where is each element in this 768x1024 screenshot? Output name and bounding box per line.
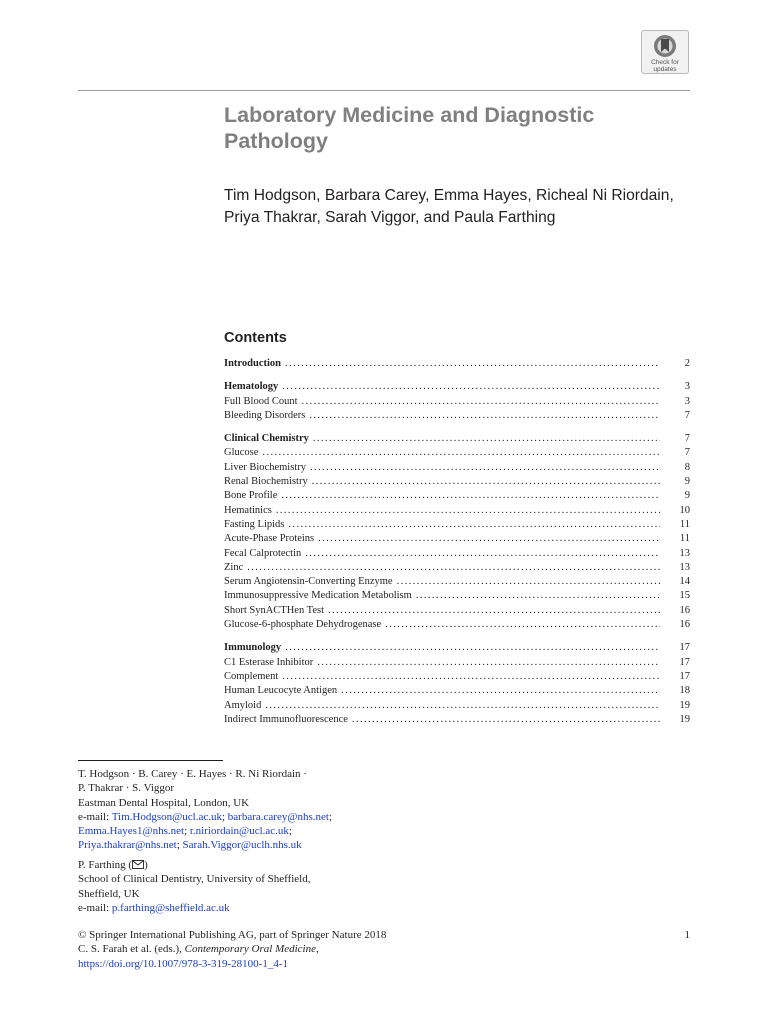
institution: Eastman Dental Hospital, London, UK xyxy=(78,796,250,809)
email-line xyxy=(78,810,398,824)
toc-leader-dots xyxy=(282,380,660,394)
author-name: P. Farthing ( xyxy=(78,859,133,871)
toc-entry[interactable] xyxy=(224,446,690,460)
toc-entry-page: 14 xyxy=(679,576,690,588)
chapter-title: Laboratory Medicine and Diagnostic Pathology xyxy=(224,103,595,153)
email-line xyxy=(78,824,398,838)
toc-entry-label: Immunosuppressive Medication Metabolism xyxy=(224,590,412,602)
toc-entry[interactable] xyxy=(224,713,690,727)
toc-leader-dots xyxy=(305,547,660,561)
toc-entry-page: 13 xyxy=(679,547,690,559)
toc-entry[interactable] xyxy=(224,475,690,489)
toc-entry-page: 13 xyxy=(679,561,690,573)
toc-entry[interactable] xyxy=(224,357,690,371)
toc-entry-label: Indirect Immunofluorescence xyxy=(224,713,348,725)
toc-leader-dots xyxy=(318,532,660,546)
citation-line xyxy=(78,942,458,956)
email-line xyxy=(78,838,398,852)
email-prefix: e-mail: xyxy=(78,810,112,823)
citation-suffix: , xyxy=(316,943,319,956)
copyright-line: © Springer International Publishing AG, part of Springer Nature 2018 xyxy=(78,929,387,941)
check-for-updates-badge[interactable] xyxy=(641,30,689,74)
toc-leader-dots xyxy=(285,357,660,371)
email-link[interactable]: r.niriordain@ucl.ac.uk xyxy=(189,825,289,838)
toc-entry[interactable] xyxy=(224,699,690,713)
toc-leader-dots xyxy=(310,461,660,475)
toc-entry[interactable] xyxy=(224,618,690,632)
toc-entry-label: Glucose-6-phosphate Dehydrogenase xyxy=(224,619,382,631)
toc-entry-label: Bleeding Disorders xyxy=(224,409,306,421)
toc-leader-dots xyxy=(312,475,660,489)
footnote-rule xyxy=(78,760,223,761)
corresponding-author xyxy=(78,858,398,872)
toc-entry[interactable] xyxy=(224,518,690,532)
header-rule xyxy=(78,90,690,91)
email-link[interactable]: barbara.carey@nhs.net xyxy=(227,810,329,823)
contents-heading: Contents xyxy=(224,330,287,346)
toc-entry-label: Amyloid xyxy=(224,699,262,711)
toc-entry[interactable] xyxy=(224,547,690,561)
toc-entry-page: 7 xyxy=(684,409,690,421)
email-link[interactable]: Priya.thakrar@nhs.net xyxy=(78,839,177,852)
toc-entry[interactable] xyxy=(224,532,690,546)
toc-entry[interactable] xyxy=(224,409,690,423)
toc-entry[interactable] xyxy=(224,432,690,446)
toc-entry[interactable] xyxy=(224,575,690,589)
toc-entry-page: 2 xyxy=(684,358,690,369)
toc-entry-page: 9 xyxy=(684,490,690,502)
toc-entry-label: Short SynACTHen Test xyxy=(224,604,324,616)
author-names: P. Thakrar · S. Viggor xyxy=(78,782,175,795)
toc-leader-dots xyxy=(352,713,660,727)
toc-section xyxy=(224,641,690,727)
toc-entry-label: Hematology xyxy=(224,381,279,393)
email-link[interactable]: Emma.Hayes1@nhs.net xyxy=(78,825,185,838)
toc-entry-label: Complement xyxy=(224,670,279,682)
toc-leader-dots xyxy=(281,489,660,503)
toc-entry-label: Clinical Chemistry xyxy=(224,433,309,445)
author-name-close: ) xyxy=(144,859,148,871)
toc-entry-label: Human Leucocyte Antigen xyxy=(224,685,338,697)
toc-entry-label: Full Blood Count xyxy=(224,395,298,407)
toc-entry-page: 17 xyxy=(679,670,690,682)
envelope-icon xyxy=(132,860,144,869)
toc-entry-page: 7 xyxy=(684,447,690,459)
toc-entry-label: Fasting Lipids xyxy=(224,518,285,530)
toc-entry[interactable] xyxy=(224,670,690,684)
email-separator: ; xyxy=(176,839,183,852)
toc-entry-label: Glucose xyxy=(224,447,259,459)
toc-entry-page: 9 xyxy=(684,476,690,488)
email-separator: ; xyxy=(221,810,228,823)
toc-leader-dots xyxy=(309,409,660,423)
copyright-block xyxy=(78,928,458,971)
toc-entry-page: 17 xyxy=(679,642,690,654)
toc-leader-dots xyxy=(247,561,660,575)
toc-leader-dots xyxy=(282,670,660,684)
toc-entry[interactable] xyxy=(224,589,690,603)
toc-leader-dots xyxy=(385,618,660,632)
toc-section xyxy=(224,380,690,423)
toc-entry[interactable] xyxy=(224,380,690,394)
toc-leader-dots xyxy=(265,699,660,713)
institution: School of Clinical Dentistry, University of Sheffield, xyxy=(78,873,311,886)
email-link[interactable]: Sarah.Viggor@uclh.nhs.uk xyxy=(182,839,302,852)
toc-entry-page: 7 xyxy=(684,433,690,445)
email-separator: ; xyxy=(184,825,190,838)
toc-entry-label: Immunology xyxy=(224,642,282,654)
email-prefix: e-mail: xyxy=(78,901,112,914)
toc-entry-label: Liver Biochemistry xyxy=(224,461,306,473)
toc-section xyxy=(224,432,690,632)
author-line: Tim Hodgson, Barbara Carey, Emma Hayes, Richeal Ni Riordain, xyxy=(224,187,674,204)
toc-entry-label: Renal Biochemistry xyxy=(224,476,308,488)
toc-entry-label: Fecal Calprotectin xyxy=(224,547,302,559)
toc-entry-label: Acute-Phase Proteins xyxy=(224,533,315,545)
table-of-contents xyxy=(224,357,690,736)
toc-entry-page: 8 xyxy=(684,461,690,473)
corresponding-author-block xyxy=(78,858,398,915)
toc-leader-dots xyxy=(302,395,660,409)
toc-entry-label: C1 Esterase Inhibitor xyxy=(224,656,314,668)
toc-entry[interactable] xyxy=(224,504,690,518)
toc-leader-dots xyxy=(341,684,660,698)
page-number: 1 xyxy=(684,929,690,941)
toc-entry-label: Bone Profile xyxy=(224,490,278,502)
email-line xyxy=(78,901,398,915)
author-names: T. Hodgson · B. Carey · E. Hayes · R. Ni Riordain · xyxy=(78,768,307,780)
toc-entry[interactable] xyxy=(224,561,690,575)
toc-entry-page: 16 xyxy=(679,619,690,631)
book-title: Contemporary Oral Medicine xyxy=(184,943,316,956)
email-link[interactable]: p.farthing@sheffield.ac.uk xyxy=(111,901,230,914)
affiliation-block xyxy=(78,767,398,853)
toc-entry[interactable] xyxy=(224,684,690,698)
toc-entry[interactable] xyxy=(224,461,690,475)
toc-leader-dots xyxy=(397,575,660,589)
bookmark-crossmark-icon xyxy=(653,34,677,58)
toc-entry-page: 18 xyxy=(679,685,690,697)
citation-prefix: C. S. Farah et al. (eds.), xyxy=(78,943,185,956)
toc-leader-dots xyxy=(328,604,660,618)
toc-entry-label: Zinc xyxy=(224,561,244,573)
toc-entry[interactable] xyxy=(224,604,690,618)
toc-section xyxy=(224,357,690,371)
toc-entry-page: 16 xyxy=(679,604,690,616)
toc-entry-page: 17 xyxy=(679,656,690,668)
doi-link[interactable]: https://doi.org/10.1007/978-3-319-28100-1_4-1 xyxy=(78,957,289,970)
toc-entry[interactable] xyxy=(224,489,690,503)
toc-entry-label: Serum Angiotensin-Converting Enzyme xyxy=(224,576,393,588)
toc-entry[interactable] xyxy=(224,395,690,409)
toc-leader-dots xyxy=(285,641,660,655)
email-separator: ; xyxy=(328,810,332,823)
email-separator: ; xyxy=(288,825,292,838)
author-line: Priya Thakrar, Sarah Viggor, and Paula Farthing xyxy=(224,209,556,226)
toc-entry-page: 19 xyxy=(679,713,690,725)
email-link[interactable]: Tim.Hodgson@ucl.ac.uk xyxy=(111,810,222,823)
toc-entry-page: 15 xyxy=(679,590,690,602)
toc-entry-page: 10 xyxy=(679,504,690,516)
author-list xyxy=(224,185,704,229)
toc-entry-label: Hematinics xyxy=(224,504,272,516)
toc-leader-dots xyxy=(288,518,660,532)
badge-label: Check for updates xyxy=(651,59,679,73)
toc-entry-page: 11 xyxy=(679,533,690,545)
toc-entry-page: 19 xyxy=(679,699,690,711)
toc-leader-dots xyxy=(313,432,660,446)
toc-leader-dots xyxy=(276,504,660,518)
toc-leader-dots xyxy=(317,656,660,670)
toc-entry[interactable] xyxy=(224,641,690,655)
toc-entry-label: Introduction xyxy=(224,358,281,369)
toc-entry-page: 3 xyxy=(684,381,690,393)
toc-leader-dots xyxy=(416,589,660,603)
toc-entry[interactable] xyxy=(224,656,690,670)
toc-entry-page: 3 xyxy=(684,395,690,407)
toc-entry-page: 11 xyxy=(679,518,690,530)
institution: Sheffield, UK xyxy=(78,887,140,900)
toc-leader-dots xyxy=(262,446,660,460)
